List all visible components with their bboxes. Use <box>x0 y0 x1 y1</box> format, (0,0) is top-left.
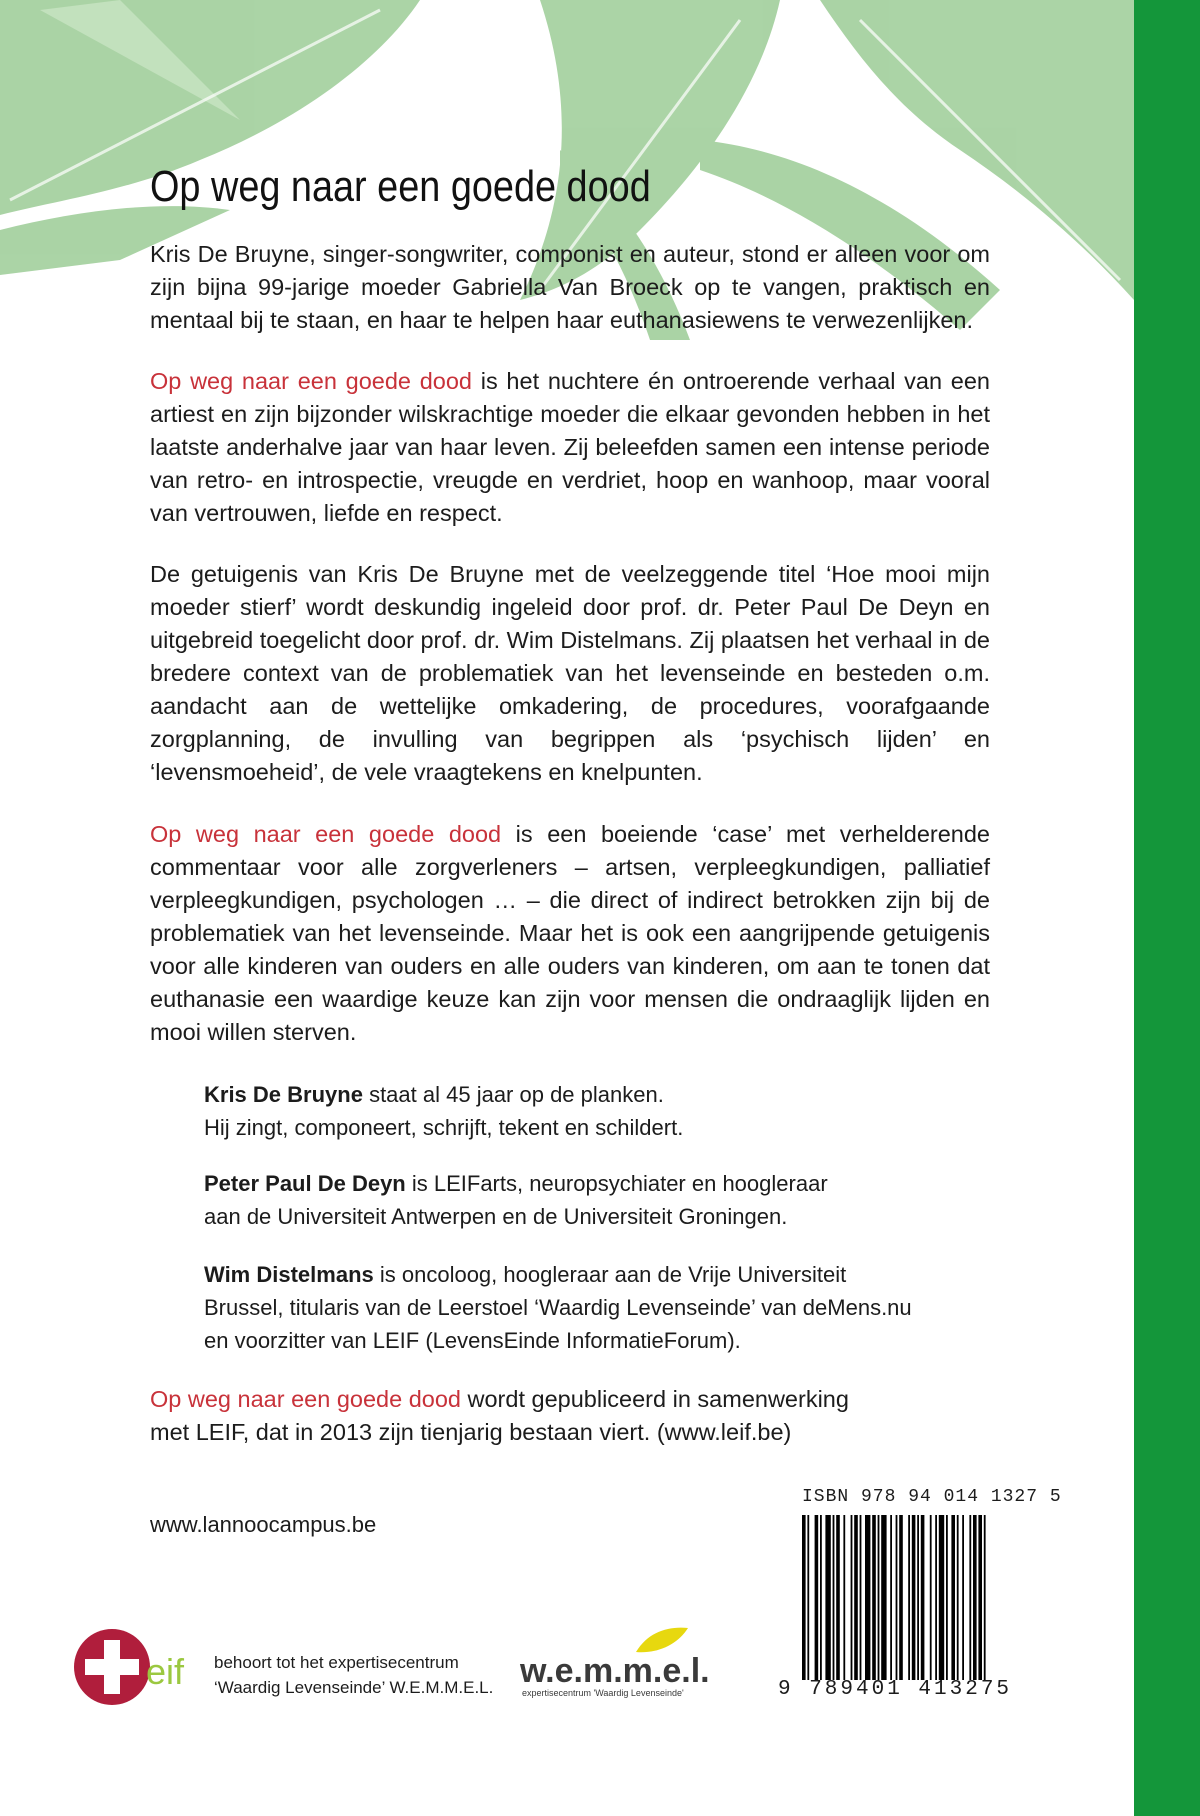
bio-text: is LEIFarts, neuropsychiater en hoogleraar <box>405 1171 828 1196</box>
barcode-bar <box>984 1515 986 1680</box>
barcode-bar <box>820 1515 822 1680</box>
leif-caption-line: behoort tot het expertisecentrum <box>214 1653 459 1672</box>
barcode-bar <box>896 1515 898 1680</box>
leif-logo <box>70 1626 205 1708</box>
barcode-bar <box>833 1515 835 1680</box>
bio-text: aan de Universiteit Antwerpen en de Universiteit Groningen. <box>204 1204 788 1229</box>
barcode-bar <box>802 1515 806 1680</box>
bio-text: staat al 45 jaar op de planken. <box>362 1082 664 1107</box>
barcode-bar <box>935 1515 937 1680</box>
publication-text: wordt gepubliceerd in samenwerking <box>460 1386 849 1412</box>
publication-paragraph <box>150 1383 990 1449</box>
barcode-bar <box>860 1515 862 1680</box>
barcode-bar <box>872 1515 876 1680</box>
wemmel-logo-text: w.e.m.m.e.l. <box>520 1652 710 1690</box>
bio-peter-paul-de-deyn <box>204 1167 964 1233</box>
title-highlight: Op weg naar een goede dood <box>150 821 502 847</box>
bio-wim-distelmans <box>204 1258 964 1357</box>
bio-name: Wim Distelmans <box>204 1262 374 1287</box>
title-highlight: Op weg naar een goede dood <box>150 368 472 394</box>
barcode-bar <box>930 1515 932 1680</box>
spine-green-bar <box>1134 0 1200 1816</box>
barcode-bar <box>851 1515 853 1680</box>
publisher-website[interactable]: www.lannoocampus.be <box>150 1512 377 1537</box>
barcode-bar <box>939 1515 944 1680</box>
context-paragraph: De getuigenis van Kris De Bruyne met de veelzeggende titel ‘Hoe mooi mijn moeder stierf’ wordt deskundig ingeleid door prof. dr. Peter Paul De Deyn en uitgebreid toegelicht door prof. dr. Wim Distelmans. Zij plaatsen het verhaal in de bredere context van de problematiek van het levenseinde en besteden o.m. aandacht aan de wettelijke omkadering, de procedures, voorafgaande zorgplanning, de invulling van begrippen als ‘psychisch lijden’ en ‘levensmoeheid’, de vele vraagtekens en knelpunten. <box>150 561 990 785</box>
bio-text: Brussel, titularis van de Leerstoel ‘Waardig Levenseinde’ van deMens.nu <box>204 1295 912 1320</box>
summary-paragraph <box>150 365 990 530</box>
leif-caption <box>214 1650 493 1700</box>
barcode-bar <box>807 1515 809 1680</box>
bio-text: is oncoloog, hoogleraar aan de Vrije Universiteit <box>373 1262 847 1287</box>
barcode-bar <box>878 1515 880 1680</box>
barcode-bar <box>908 1515 910 1680</box>
bio-text: Hij zingt, componeert, schrijft, tekent en schildert. <box>204 1115 684 1140</box>
barcode-bar <box>917 1515 919 1680</box>
title-highlight: Op weg naar een goede dood <box>150 1386 461 1412</box>
book-title: Op weg naar een goede dood <box>150 162 651 211</box>
wemmel-logo <box>518 1624 728 1700</box>
barcode-bar <box>978 1515 982 1680</box>
leif-logo-text: eif <box>146 1651 185 1692</box>
barcode-bar <box>881 1515 886 1680</box>
barcode-bar <box>836 1515 840 1680</box>
barcode <box>800 1515 1050 1685</box>
wemmel-tagline: expertisecentrum 'Waardig Levenseinde' <box>522 1688 684 1698</box>
barcode-bar <box>951 1515 955 1680</box>
publication-text: met LEIF, dat in 2013 zijn tienjarig bestaan viert. (www.leif.be) <box>150 1419 792 1445</box>
barcode-bar <box>854 1515 858 1680</box>
barcode-bar <box>912 1515 916 1680</box>
barcode-bar <box>946 1515 948 1680</box>
bio-kris-de-bruyne <box>204 1078 964 1144</box>
barcode-bar <box>899 1515 903 1680</box>
barcode-bar <box>973 1515 977 1680</box>
intro-paragraph: Kris De Bruyne, singer-songwriter, componist en auteur, stond er alleen voor om zijn bijna 99-jarige moeder Gabriella Van Broeck op te vangen, praktisch en mentaal bij te staan, en haar te helpen haar euthanasiewens te verwezenlijken. <box>150 241 990 333</box>
audience-paragraph <box>150 818 990 1049</box>
barcode-bar <box>815 1515 819 1680</box>
leif-caption-line: ‘Waardig Levenseinde’ W.E.M.M.E.L. <box>214 1678 494 1697</box>
barcode-digits: 9 789401 413275 <box>778 1678 1013 1701</box>
bio-name: Peter Paul De Deyn <box>204 1171 406 1196</box>
barcode-bar <box>843 1515 845 1680</box>
barcode-bar <box>921 1515 925 1680</box>
barcode-bar <box>962 1515 964 1680</box>
bio-name: Kris De Bruyne <box>204 1082 363 1107</box>
audience-text: is een boeiende ‘case’ met verhelderende commentaar voor alle zorgverleners – artsen, verpleegkundigen, palliatief verpleegkundigen, psychologen … – die direct of indirect betrokken zijn bij de problematiek van het levenseinde. Maar het is ook een aangrijpende getuigenis voor alle kinderen van ouders en alle ouders van kinderen, om aan te tonen dat euthanasie een waardige keuze kan zijn voor mensen die ondraaglijk lijden en mooi willen sterven. <box>150 821 990 1045</box>
barcode-bar <box>825 1515 830 1680</box>
barcode-bar <box>969 1515 971 1680</box>
summary-text: is het nuchtere én ontroerende verhaal van een artiest en zijn bijzonder wilskrachtige moeder die elkaar gevonden hebben in het laatste anderhalve jaar van haar leven. Zij beleefden samen een intense periode van retro- en introspectie, vreugde en verdriet, hoop en wanhoop, maar vooral van vertrouwen, liefde en respect. <box>150 368 990 526</box>
barcode-bar <box>865 1515 870 1680</box>
isbn-label: ISBN 978 94 014 1327 5 <box>802 1487 1062 1507</box>
bio-text: en voorzitter van LEIF (LevensEinde InformatieForum). <box>204 1328 741 1353</box>
barcode-bar <box>957 1515 959 1680</box>
barcode-bar <box>890 1515 892 1680</box>
